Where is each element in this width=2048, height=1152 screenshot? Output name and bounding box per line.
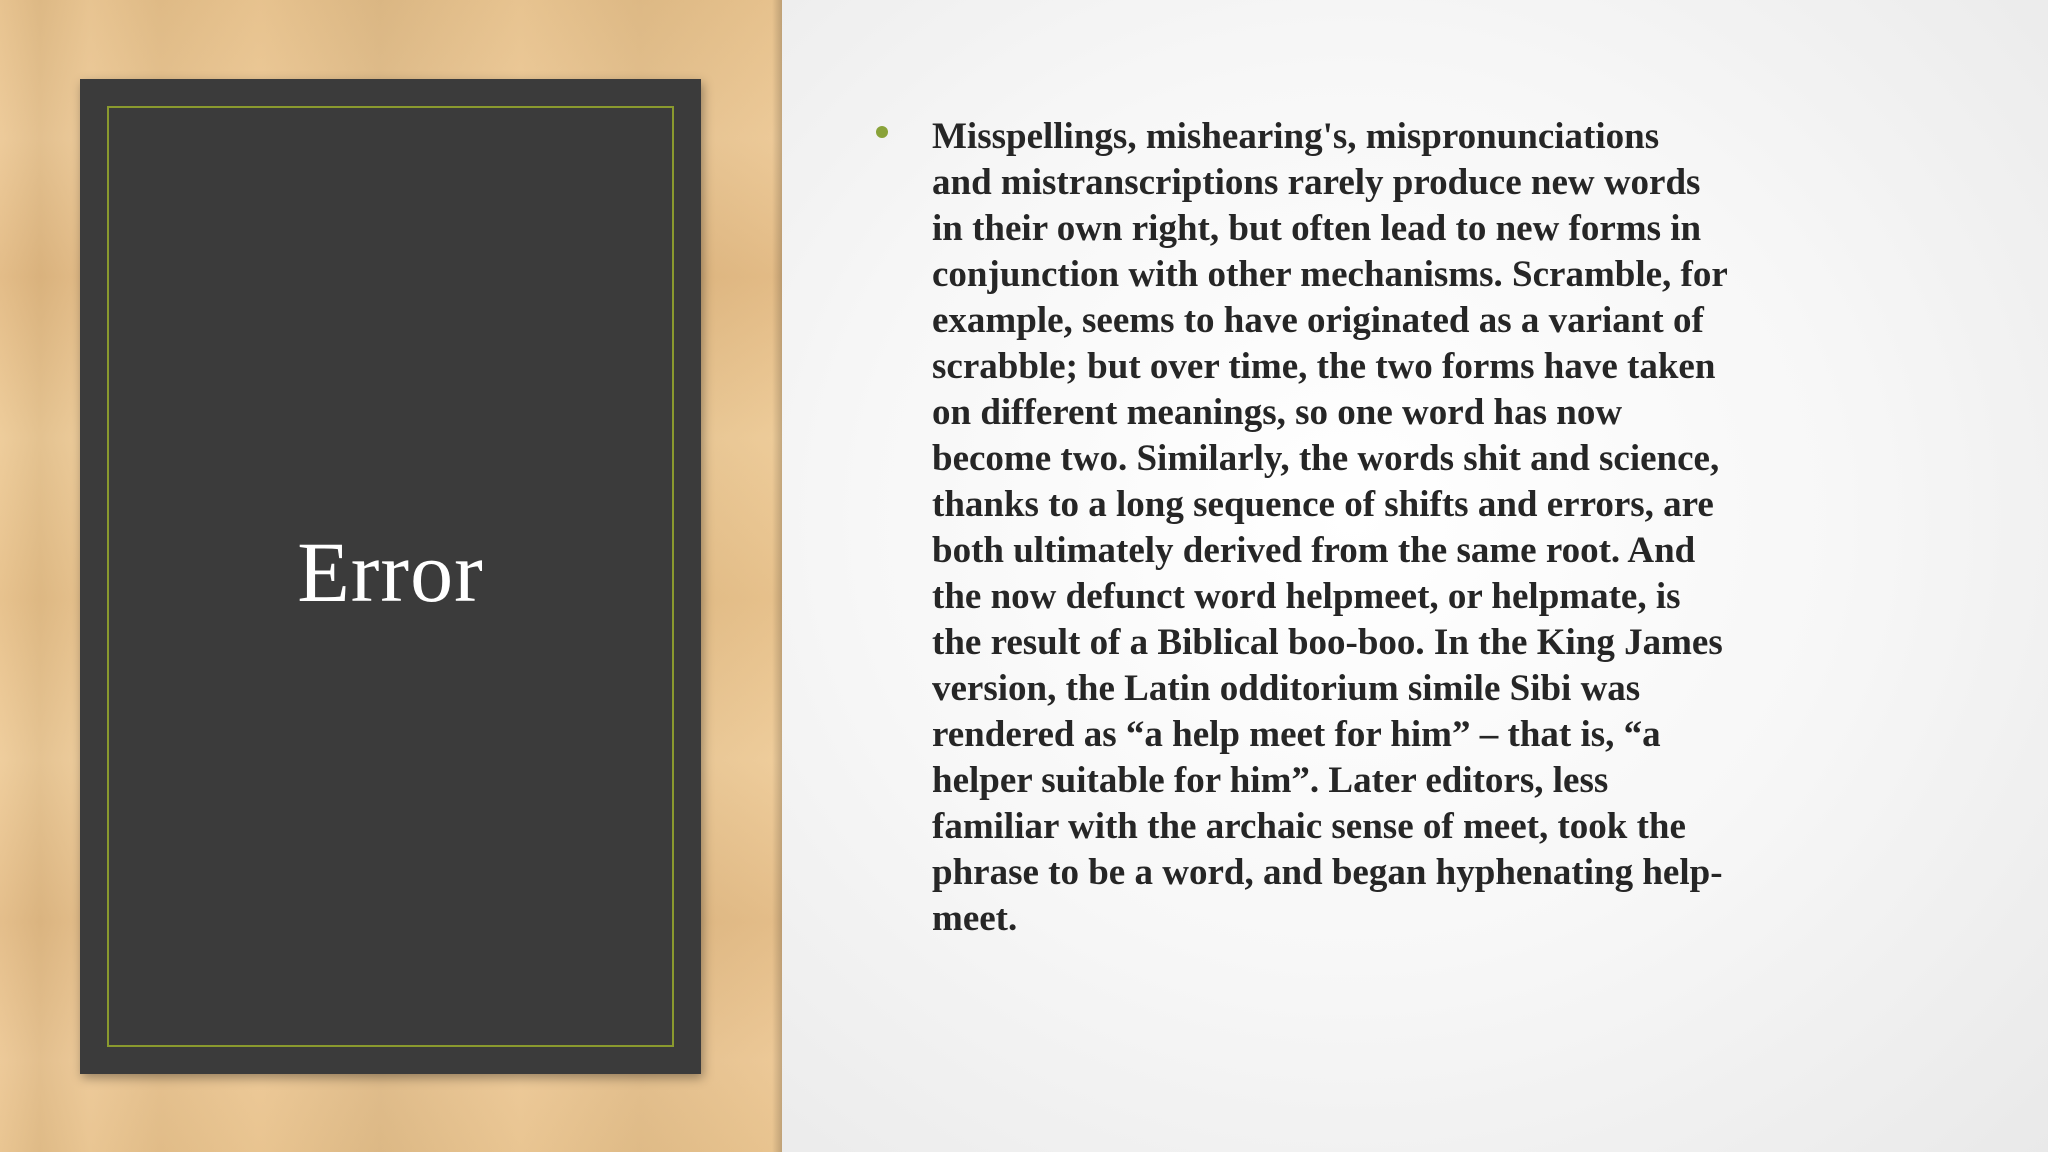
bullet-line: meet.: [932, 898, 1018, 939]
bullet-line: the now defunct word helpmeet, or helpmate, is: [932, 576, 1681, 617]
bullet-line: rendered as “a help meet for him” – that is, “a: [932, 714, 1661, 755]
wood-background-panel: [0, 0, 782, 1152]
bullet-line: familiar with the archaic sense of meet, took the: [932, 806, 1686, 847]
bullet-line: become two. Similarly, the words shit and science,: [932, 438, 1720, 479]
bullet-line: on different meanings, so one word has now: [932, 392, 1623, 433]
bullet-line: version, the Latin odditorium simile Sibi was: [932, 668, 1641, 709]
content-panel: [782, 0, 2048, 1152]
bullet-line: Misspellings, mishearing's, mispronunciations: [932, 116, 1660, 157]
bullet-item: [876, 114, 1976, 942]
bullet-line: and mistranscriptions rarely produce new words: [932, 162, 1701, 203]
bullet-line: scrabble; but over time, the two forms have taken: [932, 346, 1716, 387]
bullet-line: example, seems to have originated as a variant of: [932, 300, 1704, 341]
bullet-text: [932, 114, 1976, 942]
bullet-line: phrase to be a word, and began hyphenating help-: [932, 852, 1723, 893]
slide-title: Error: [297, 524, 484, 620]
bullet-line: helper suitable for him”. Later editors, less: [932, 760, 1609, 801]
bullet-line: thanks to a long sequence of shifts and errors, are: [932, 484, 1714, 525]
title-card: [80, 79, 701, 1074]
bullet-line: conjunction with other mechanisms. Scramble, for: [932, 254, 1728, 295]
bullet-line: both ultimately derived from the same root. And: [932, 530, 1696, 571]
bullet-list: [876, 114, 1976, 942]
bullet-dot-icon: [876, 126, 888, 138]
bullet-line: in their own right, but often lead to new forms in: [932, 208, 1702, 249]
bullet-line: the result of a Biblical boo-boo. In the King James: [932, 622, 1723, 663]
